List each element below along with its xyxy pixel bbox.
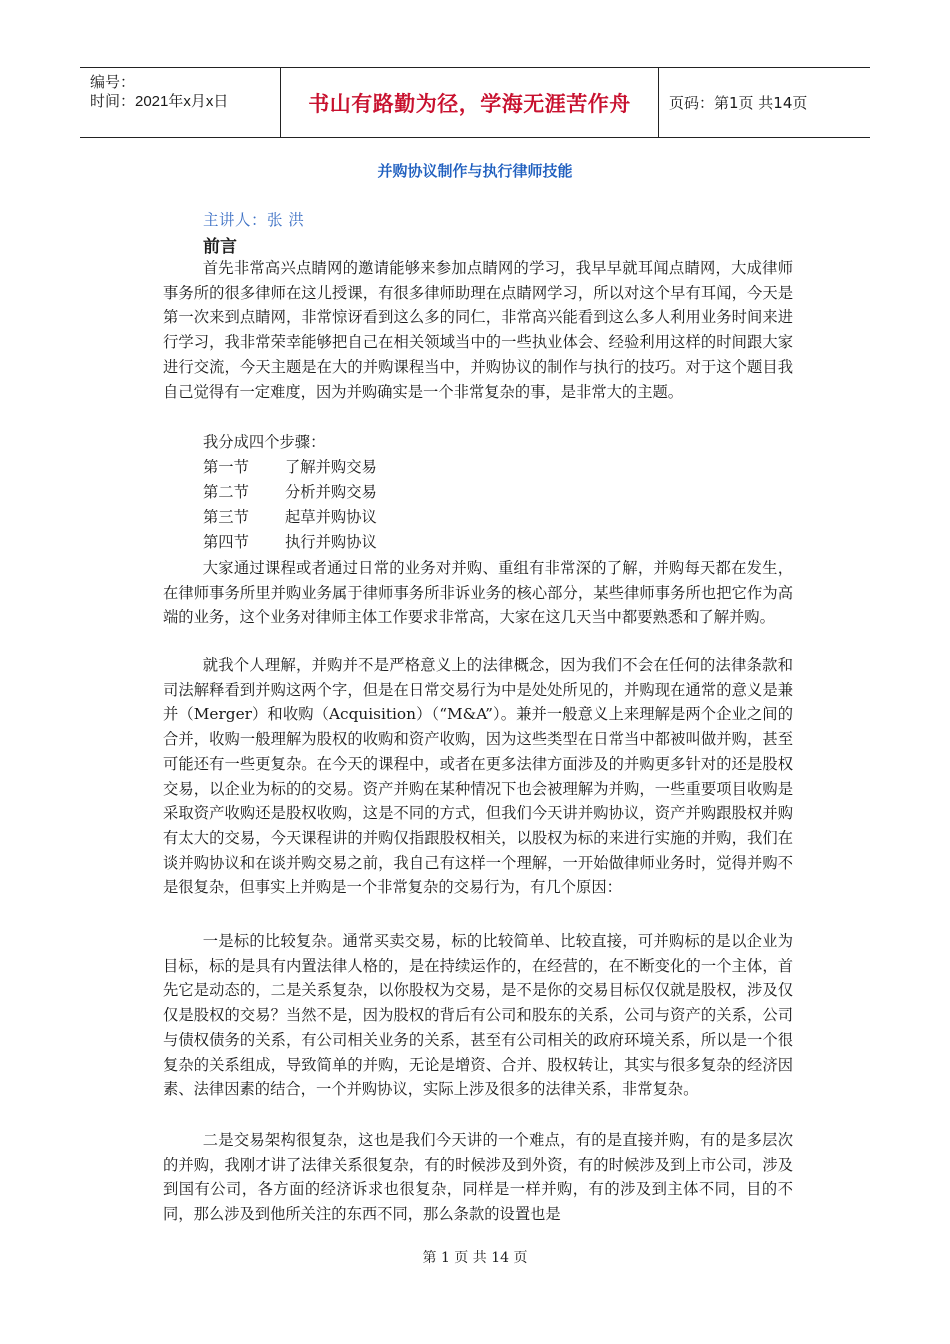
header-motto: 书山有路勤为径，学海无涯苦作舟 xyxy=(281,68,659,137)
preface-heading: 前言 xyxy=(203,237,237,257)
step-number: 第一节 xyxy=(203,458,249,476)
page-footer: 第 1 页 共 14 页 xyxy=(422,1250,528,1266)
step-number: 第四节 xyxy=(203,533,249,551)
step-number: 第三节 xyxy=(203,508,249,526)
paragraph-block xyxy=(163,556,793,630)
paragraph: 一是标的比较复杂。通常买卖交易，标的比较简单、比较直接，可并购标的是以企业为目标，标的是具有内置法律人格的，是在持续运作的，在经营的，在不断变化的一个主体，首先它是动态的，二是关系复杂，以你股权为交易，是不是你的交易目标仅仅就是股权，涉及仅仅是股权的交易？当然不是，因为股权的背后有公司和股东的关系，公司与资产的关系，公司与债权债务的关系，有公司相关业务的关系，甚至有公司相关的政府环境关系，所以是一个很复杂的关系组成，导致简单的并购，无论是增资、合并、股权转让，其实与很多复杂的经济因素、法律因素的结合，一个并购协议，实际上涉及很多的法律关系，非常复杂。 xyxy=(163,932,793,1099)
date-label: 时间：2021年x月x日 xyxy=(90,93,229,110)
steps-intro: 我分成四个步骤： xyxy=(203,433,326,451)
paragraph: 二是交易架构很复杂，这也是我们今天讲的一个难点，有的是直接并购，有的是多层次的并购，我刚才讲了法律关系很复杂，有的时候涉及到外资，有的时候涉及到上市公司，涉及到国有公司，各方面的经济诉求也很复杂，同样是一样并购，有的涉及到主体不同，目的不同，那么涉及到他所关注的东西不同，那么条款的设置也是 xyxy=(163,1131,793,1224)
document-title: 并购协议制作与执行律师技能 xyxy=(377,162,573,180)
paragraph: 就我个人理解，并购并不是严格意义上的法律概念，因为我们不会在任何的法律条款和司法解释看到并购这两个字，但是在日常交易行为中是处处所见的，并购现在通常的意义是兼并（Merger）和收购（Acquisition）（“M&A”）。兼并一般意义上来理解是两个企业之间的合并，收购一般理解为股权的收购和资产收购，因为这些类型在日常当中都被叫做并购，甚至可能还有一些更复杂。在今天的课程中，或者在更多法律方面涉及的并购更多针对的还是股权交易，以企业为标的的交易。资产并购在某种情况下也会被理解为并购，一些重要项目收购是采取资产收购还是股权收购，这是不同的方式，但我们今天讲并购协议，资产并购跟股权并购有太大的交易，今天课程讲的并购仅指跟股权相关，以股权为标的来进行实施的并购，我们在谈并购协议和在谈并购交易之前，我自己有这样一个理解，一开始做律师业务时，觉得并购不是很复杂，但事实上并购是一个非常复杂的交易行为，有几个原因： xyxy=(163,656,793,897)
step-text: 了解并购交易 xyxy=(285,458,377,476)
paragraph-intro xyxy=(163,256,793,404)
paragraph-block xyxy=(163,653,793,900)
page-header xyxy=(80,67,870,138)
step-text: 分析并购交易 xyxy=(285,483,377,501)
step-text: 执行并购协议 xyxy=(285,533,377,551)
step-text: 起草并购协议 xyxy=(285,508,377,526)
step-item xyxy=(203,455,377,480)
paragraph: 大家通过课程或者通过日常的业务对并购、重组有非常深的了解，并购每天都在发生，在律师事务所里并购业务属于律师事务所非诉业务的核心部分，某些律师事务所也把它作为高端的业务，这个业务对律师主体工作要求非常高，大家在这几天当中都要熟悉和了解并购。 xyxy=(163,559,793,627)
paragraph-block xyxy=(163,1128,793,1227)
step-item xyxy=(203,480,377,505)
paragraph: 首先非常高兴点睛网的邀请能够来参加点睛网的学习，我早早就耳闻点睛网，大成律师事务所的很多律师在这儿授课，有很多律师助理在点睛网学习，所以对这个早有耳闻，今天是第一次来到点睛网，非常惊讶看到这么多的同仁，非常高兴能看到这么多人利用业务时间来进行学习，我非常荣幸能够把自己在相关领域当中的一些执业体会、经验利用这样的时间跟大家进行交流，今天主题是在大的并购课程当中，并购协议的制作与执行的技巧。对于这个题目我自己觉得有一定难度，因为并购确实是一个非常复杂的事，是非常大的主题。 xyxy=(163,259,793,401)
number-label: 编号： xyxy=(90,74,136,91)
step-item xyxy=(203,530,377,555)
step-item xyxy=(203,505,377,530)
steps-list xyxy=(203,455,377,555)
header-page-label: 页码：第1页 共14页 xyxy=(669,94,808,112)
step-number: 第二节 xyxy=(203,483,249,501)
paragraph-block xyxy=(163,929,793,1102)
header-meta xyxy=(80,68,281,137)
speaker-line: 主讲人：张 洪 xyxy=(203,211,305,229)
